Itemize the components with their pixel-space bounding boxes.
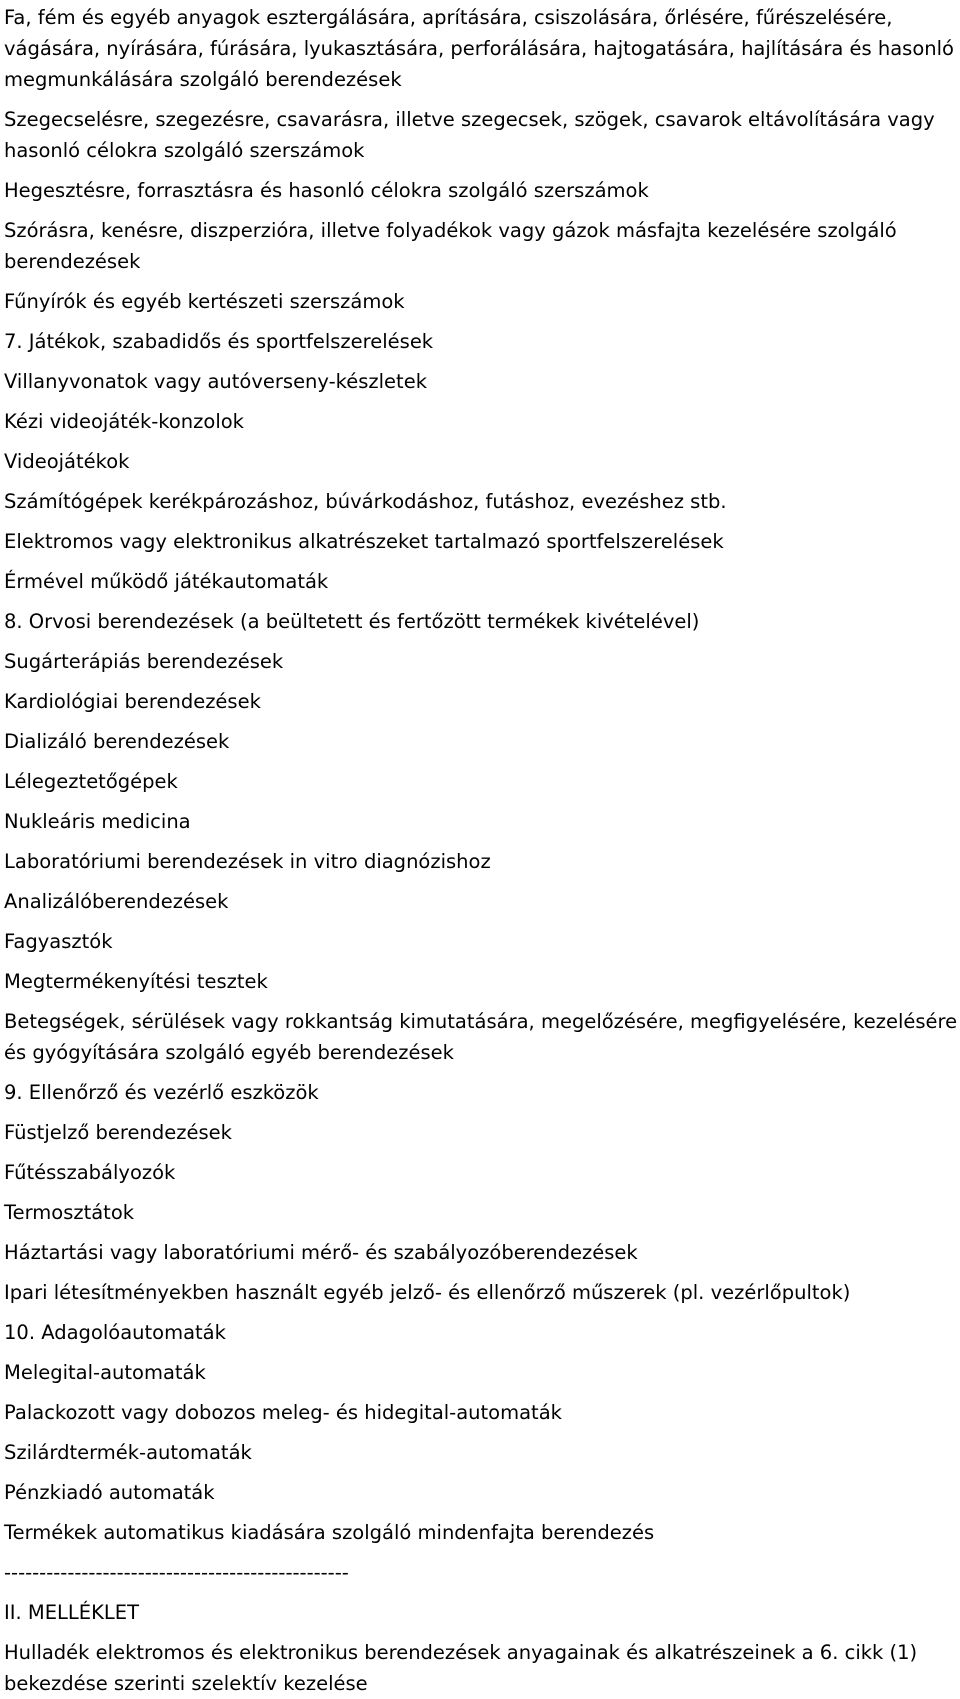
text-line: Pénzkiadó automaták — [4, 1481, 215, 1504]
text-line: Fa, fém és egyéb anyagok esztergálására, aprítására, csiszolására, őrlésére, fűrészelésére, vágására, nyírására, fúrására, lyukasztására, perforálására, hajtogatására, hajlítására és hasonló megmunkálására szolgáló berendezések — [4, 6, 954, 91]
text-line: Kardiológiai berendezések — [4, 690, 261, 713]
text-line: Szilárdtermék-automaták — [4, 1441, 252, 1464]
text-line: ------------------------------------------------- — [4, 1561, 349, 1584]
text-line: Számítógépek kerékpározáshoz, búvárkodáshoz, futáshoz, evezéshez stb. — [4, 490, 727, 513]
text-line: Megtermékenyítési tesztek — [4, 970, 268, 993]
text-line: Ipari létesítményekben használt egyéb jelző- és ellenőrző műszerek (pl. vezérlőpultok) — [4, 1281, 851, 1304]
text-line: Dializáló berendezések — [4, 730, 230, 753]
text-line: Háztartási vagy laboratóriumi mérő- és szabályozóberendezések — [4, 1241, 638, 1264]
text-line: Fagyasztók — [4, 930, 113, 953]
text-line: Hegesztésre, forrasztásra és hasonló célokra szolgáló szerszámok — [4, 179, 649, 202]
text-line: Fűnyírók és egyéb kertészeti szerszámok — [4, 290, 405, 313]
text-line: Laboratóriumi berendezések in vitro diagnózishoz — [4, 850, 491, 873]
text-line: 8. Orvosi berendezések (a beültetett és fertőzött termékek kivételével) — [4, 610, 700, 633]
text-line: Kézi videojáték-konzolok — [4, 410, 244, 433]
text-line: Lélegeztetőgépek — [4, 770, 178, 793]
text-line: Palackozott vagy dobozos meleg- és hidegital-automaták — [4, 1401, 562, 1424]
text-line: Villanyvonatok vagy autóverseny-készletek — [4, 370, 427, 393]
text-line: Betegségek, sérülések vagy rokkantság kimutatására, megelőzésére, megfigyelésére, kezelésére és gyógyítására szolgáló egyéb berendezések — [4, 1010, 958, 1064]
text-line: 10. Adagolóautomaták — [4, 1321, 226, 1344]
document-page — [0, 2, 960, 1695]
text-line: Fűtésszabályozók — [4, 1161, 176, 1184]
text-line: Füstjelző berendezések — [4, 1121, 232, 1144]
text-line: II. MELLÉKLET — [4, 1601, 139, 1624]
text-line: 9. Ellenőrző és vezérlő eszközök — [4, 1081, 319, 1104]
text-line: Analizálóberendezések — [4, 890, 229, 913]
text-line: Termosztátok — [4, 1201, 135, 1224]
text-line: Érmével működő játékautomaták — [4, 570, 329, 593]
text-line: Hulladék elektromos és elektronikus berendezések anyagainak és alkatrészeinek a 6. cikk (1) bekezdése szerinti szelektív kezelése — [4, 1641, 918, 1695]
text-line: Elektromos vagy elektronikus alkatrészeket tartalmazó sportfelszerelések — [4, 530, 724, 553]
text-line: Sugárterápiás berendezések — [4, 650, 284, 673]
text-line: Videojátékok — [4, 450, 130, 473]
text-line: Szórásra, kenésre, diszperzióra, illetve folyadékok vagy gázok másfajta kezelésére szolgáló berendezések — [4, 219, 897, 273]
text-line: Nukleáris medicina — [4, 810, 191, 833]
text-line: 7. Játékok, szabadidős és sportfelszerelések — [4, 330, 434, 353]
text-line: Szegecselésre, szegezésre, csavarásra, illetve szegecsek, szögek, csavarok eltávolítására vagy hasonló célokra szolgáló szerszámok — [4, 108, 935, 162]
text-line: Melegital-automaták — [4, 1361, 206, 1384]
text-line: Termékek automatikus kiadására szolgáló mindenfajta berendezés — [4, 1521, 655, 1544]
